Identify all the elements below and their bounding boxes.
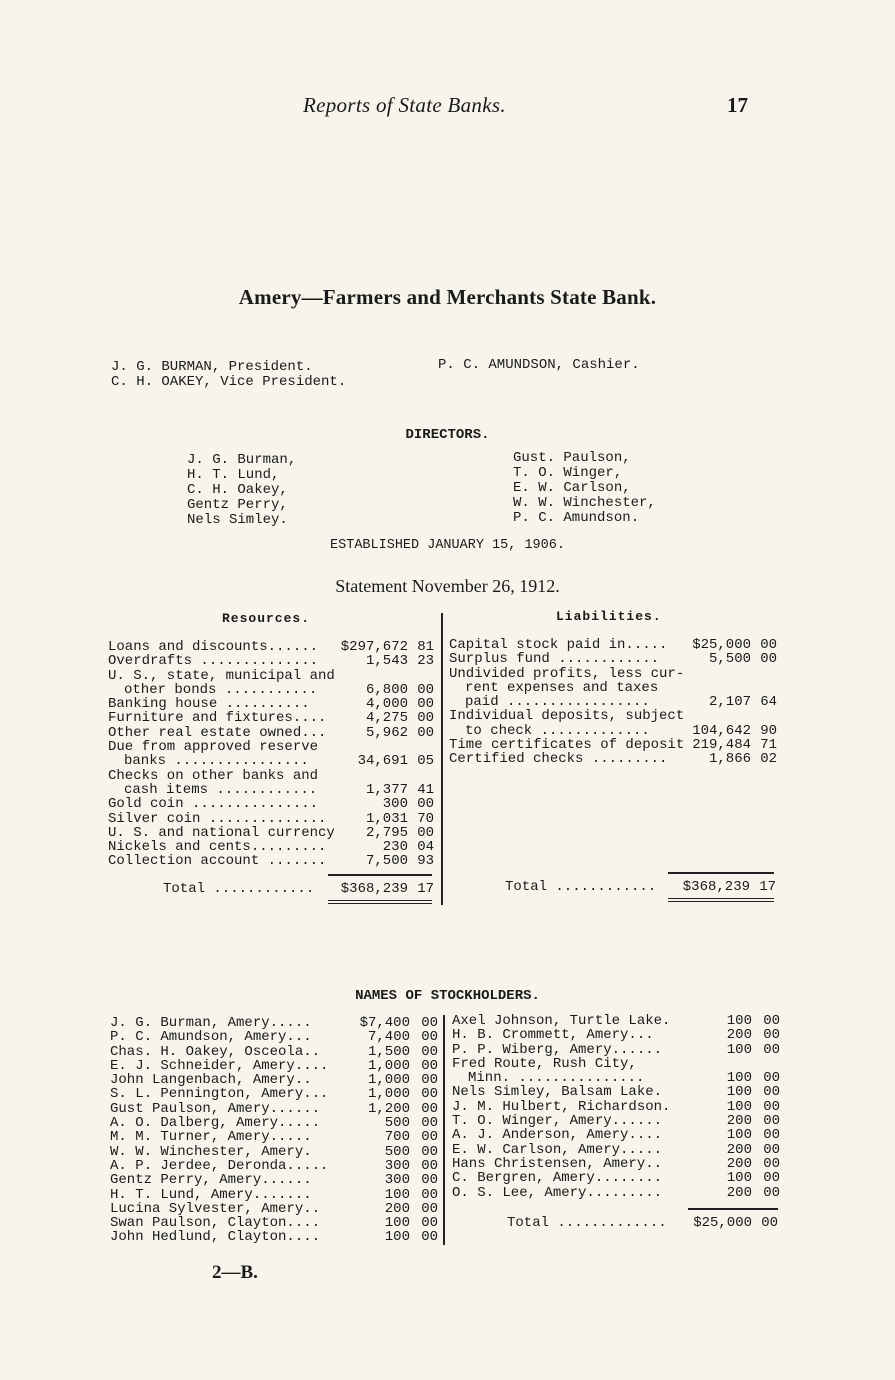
ledger-row [110, 1145, 438, 1159]
ledger-row [108, 783, 436, 797]
officer-vice-president: C. H. OAKEY, Vice President. [111, 374, 347, 390]
ledger-row-dollars: 200 [726, 1184, 752, 1201]
ledger-row-dollars: 100 [726, 1070, 752, 1087]
ledger-row-cents: 00 [421, 1100, 438, 1117]
ledger-row-cents: 00 [421, 1215, 438, 1232]
director-name: Gentz Perry, [187, 497, 288, 513]
ledger-row-label: Checks on other banks and [108, 767, 319, 784]
resources-total-label: Total ............ [163, 881, 315, 897]
ledger-row-dollars: 1,031 [365, 810, 408, 827]
ledger-row [108, 769, 436, 783]
ledger-row-dollars: 100 [726, 1013, 752, 1029]
ledger-row-cents: 00 [421, 1086, 438, 1103]
ledger-row-cents: 05 [417, 753, 434, 770]
ledger-row-dollars: 300 [384, 1172, 410, 1189]
ledger-row [452, 1028, 780, 1042]
ledger-row-cents: 00 [763, 1084, 780, 1101]
ledger-row [110, 1202, 438, 1216]
ledger-row-dollars: 4,000 [365, 696, 408, 713]
ledger-row [110, 1016, 438, 1030]
ledger-row [452, 1043, 780, 1057]
ledger-row-label: T. O. Winger, Amery...... [452, 1113, 663, 1130]
liabilities-table [449, 638, 777, 767]
ledger-row-label: H. B. Crommett, Amery... [452, 1027, 654, 1044]
ledger-row [110, 1116, 438, 1130]
ledger-row [449, 638, 777, 652]
page-number: 17 [727, 93, 748, 117]
directors-left-column [187, 453, 296, 528]
director-name: E. W. Carlson, [513, 480, 631, 496]
ledger-row-cents: 00 [421, 1057, 438, 1074]
ledger-row-label: S. L. Pennington, Amery... [110, 1086, 329, 1103]
ledger-row-cents: 00 [417, 824, 434, 841]
ledger-row [108, 683, 436, 697]
director-name: J. G. Burman, [187, 452, 297, 468]
ledger-row-cents: 00 [763, 1184, 780, 1201]
ledger-row-label: Loans and discounts...... [108, 639, 319, 655]
ledger-row-label: John Hedlund, Clayton.... [110, 1229, 321, 1246]
ledger-row-label: H. T. Lund, Amery....... [110, 1186, 312, 1203]
ledger-row [452, 1171, 780, 1185]
ledger-row-cents: 00 [417, 796, 434, 813]
ledger-row-cents: 00 [421, 1229, 438, 1246]
directors-heading: DIRECTORS. [405, 427, 490, 443]
resources-total-rule [328, 874, 432, 876]
ledger-row [449, 667, 777, 681]
resources-total-cents: 17 [417, 881, 434, 897]
ledger-row-cents: 00 [421, 1043, 438, 1060]
ledger-row-dollars: 100 [384, 1229, 410, 1246]
ledger-row-dollars: 1,000 [367, 1072, 410, 1089]
ledger-row-dollars: $25,000 [692, 637, 751, 653]
ledger-row-dollars: 1,377 [365, 781, 408, 798]
ledger-row-label: E. J. Schneider, Amery.... [110, 1057, 329, 1074]
liabilities-double-rule [668, 898, 774, 902]
ledger-row-label: Hans Christensen, Amery.. [452, 1155, 663, 1172]
ledger-row-cents: 00 [421, 1186, 438, 1203]
established-date: ESTABLISHED JANUARY 15, 1906. [330, 538, 565, 553]
ledger-row-cents: 04 [417, 839, 434, 856]
ledger-row [110, 1087, 438, 1101]
ledger-row-label: P. C. Amundson, Amery... [110, 1029, 312, 1046]
stockholders-left-table [110, 1016, 438, 1245]
signature-mark: 2—B. [212, 1262, 258, 1283]
ledger-row-label: Individual deposits, subject [449, 708, 685, 725]
ledger-row [452, 1128, 780, 1142]
ledger-row-label: Time certificates of deposit [449, 737, 685, 754]
ledger-row-label: A. J. Anderson, Amery.... [452, 1127, 663, 1144]
ledger-row-dollars: 200 [726, 1113, 752, 1130]
director-name: Gust. Paulson, [513, 450, 631, 466]
ledger-row [108, 640, 436, 654]
officer-president: J. G. BURMAN, President. [111, 359, 313, 375]
ledger-row-dollars: 2,107 [708, 694, 751, 711]
ledger-row-label: Lucina Sylvester, Amery.. [110, 1200, 321, 1217]
director-name: H. T. Lund, [187, 467, 280, 483]
ledger-row-dollars: $297,672 [340, 639, 408, 655]
ledger-row-cents: 00 [421, 1172, 438, 1189]
ledger-row-dollars: 2,795 [365, 824, 408, 841]
ledger-row-label: Fred Route, Rush City, [452, 1055, 637, 1072]
stockholders-total-dollars: $25,000 [693, 1215, 752, 1231]
ledger-row-cents: 00 [763, 1155, 780, 1172]
ledger-row-cents: 00 [763, 1098, 780, 1115]
ledger-row-dollars: 219,484 [692, 737, 751, 754]
ledger-row [452, 1014, 780, 1028]
ledger-row-label: Capital stock paid in..... [449, 637, 668, 653]
ledger-row-label: E. W. Carlson, Amery..... [452, 1141, 663, 1158]
ledger-row [449, 652, 777, 666]
ledger-row-label: Overdrafts .............. [108, 653, 319, 670]
ledger-row [110, 1159, 438, 1173]
resources-total-dollars: $368,239 [340, 881, 408, 897]
ledger-row-label: U. S. and national currency [108, 824, 335, 841]
stockholders-right-table [452, 1014, 780, 1200]
ledger-row-dollars: 200 [726, 1155, 752, 1172]
ledger-row [110, 1073, 438, 1087]
ledger-row-label: P. P. Wiberg, Amery...... [452, 1041, 663, 1058]
ledger-row-label: U. S., state, municipal and [108, 667, 335, 684]
ledger-row-cents: 00 [421, 1143, 438, 1160]
ledger-row [449, 724, 777, 738]
ledger-row [449, 709, 777, 723]
ledger-row-label: Nels Simley, Balsam Lake. [452, 1084, 663, 1101]
ledger-row-cents: 00 [421, 1115, 438, 1132]
ledger-row [449, 738, 777, 752]
ledger-row-label: Gold coin ............... [108, 796, 319, 813]
directors-right-column [513, 451, 656, 526]
ledger-row [108, 826, 436, 840]
ledger-row-label: Due from approved reserve [108, 739, 319, 756]
ledger-row-dollars: $7,400 [359, 1015, 410, 1031]
ledger-row-label: to check ............. [465, 722, 650, 739]
ledger-row-cents: 64 [760, 694, 777, 711]
ledger-row-dollars: 1,200 [367, 1100, 410, 1117]
statement-column-divider [441, 613, 443, 905]
ledger-row-cents: 00 [763, 1041, 780, 1058]
ledger-row-label: other bonds ........... [124, 681, 318, 698]
ledger-row-cents: 00 [763, 1013, 780, 1029]
stockholders-heading: NAMES OF STOCKHOLDERS. [355, 988, 540, 1004]
ledger-row-dollars: 100 [726, 1127, 752, 1144]
ledger-row-label: M. M. Turner, Amery..... [110, 1129, 312, 1146]
ledger-row-dollars: 1,000 [367, 1057, 410, 1074]
ledger-row-label: J. G. Burman, Amery..... [110, 1015, 312, 1031]
ledger-row-cents: 00 [421, 1129, 438, 1146]
ledger-row-dollars: 4,275 [365, 710, 408, 727]
ledger-row-cents: 81 [417, 639, 434, 655]
ledger-row [452, 1071, 780, 1085]
ledger-row-dollars: 100 [726, 1041, 752, 1058]
ledger-row-dollars: 104,642 [692, 722, 751, 739]
ledger-row-dollars: 300 [382, 796, 408, 813]
ledger-row-cents: 00 [763, 1141, 780, 1158]
ledger-row-dollars: 500 [384, 1143, 410, 1160]
ledger-row-label: Other real estate owned... [108, 724, 327, 741]
ledger-row [110, 1173, 438, 1187]
ledger-row-cents: 90 [760, 722, 777, 739]
ledger-row-label: Gentz Perry, Amery...... [110, 1172, 312, 1189]
ledger-row-cents: 00 [417, 724, 434, 741]
ledger-row-dollars: 100 [384, 1186, 410, 1203]
ledger-row [108, 669, 436, 683]
ledger-row-dollars: 5,962 [365, 724, 408, 741]
ledger-row-label: Collection account ....... [108, 853, 327, 870]
ledger-row-cents: 00 [421, 1072, 438, 1089]
ledger-row-label: Furniture and fixtures.... [108, 710, 327, 727]
ledger-row-dollars: 1,000 [367, 1086, 410, 1103]
director-name: Nels Simley. [187, 512, 288, 528]
ledger-row-dollars: 100 [384, 1215, 410, 1232]
ledger-row [110, 1045, 438, 1059]
ledger-row-cents: 02 [760, 751, 777, 768]
ledger-row [110, 1188, 438, 1202]
officer-cashier: P. C. AMUNDSON, Cashier. [438, 357, 640, 373]
ledger-row-label: Surplus fund ............ [449, 651, 660, 668]
stockholders-total-cents: 00 [761, 1215, 778, 1231]
ledger-row-cents: 00 [763, 1127, 780, 1144]
ledger-row [452, 1186, 780, 1200]
running-head-title: Reports of State Banks. [303, 93, 506, 117]
ledger-row-dollars: 6,800 [365, 681, 408, 698]
ledger-row-label: A. P. Jerdee, Deronda..... [110, 1157, 329, 1174]
ledger-row-cents: 00 [763, 1070, 780, 1087]
liabilities-total-dollars: $368,239 [682, 879, 750, 895]
ledger-row-label: rent expenses and taxes [465, 679, 659, 696]
ledger-row-dollars: 100 [726, 1170, 752, 1187]
ledger-row-label: O. S. Lee, Amery......... [452, 1184, 663, 1201]
ledger-row [449, 752, 777, 766]
stockholders-total-label: Total ............. [507, 1215, 667, 1231]
ledger-row-dollars: 200 [384, 1200, 410, 1217]
ledger-row-label: Minn. ............... [468, 1070, 645, 1087]
ledger-row-cents: 00 [763, 1113, 780, 1130]
ledger-row [108, 740, 436, 754]
ledger-row [108, 812, 436, 826]
ledger-row-label: Axel Johnson, Turtle Lake. [452, 1013, 671, 1029]
ledger-row-label: Certified checks ......... [449, 751, 668, 768]
director-name: T. O. Winger, [513, 465, 623, 481]
resources-table [108, 640, 436, 869]
running-head [0, 93, 895, 123]
ledger-row-label: J. M. Hulbert, Richardson. [452, 1098, 671, 1115]
ledger-row-label: Gust Paulson, Amery...... [110, 1100, 321, 1117]
liabilities-total-label: Total ............ [505, 879, 657, 895]
ledger-row [452, 1085, 780, 1099]
ledger-row-label: W. W. Winchester, Amery. [110, 1143, 312, 1160]
ledger-row-cents: 93 [417, 853, 434, 870]
liabilities-total-rule [668, 872, 774, 874]
ledger-row [110, 1216, 438, 1230]
ledger-row [108, 797, 436, 811]
ledger-row [452, 1057, 780, 1071]
ledger-row-cents: 00 [421, 1015, 438, 1031]
ledger-row [108, 726, 436, 740]
ledger-row-dollars: 5,500 [708, 651, 751, 668]
bank-title: Amery—Farmers and Merchants State Bank. [238, 285, 657, 309]
ledger-row-label: Nickels and cents......... [108, 839, 327, 856]
ledger-row-cents: 70 [417, 810, 434, 827]
ledger-row-dollars: 500 [384, 1115, 410, 1132]
ledger-row [108, 697, 436, 711]
ledger-row-label: C. Bergren, Amery........ [452, 1170, 663, 1187]
ledger-row-cents: 00 [417, 681, 434, 698]
ledger-row-dollars: 1,866 [708, 751, 751, 768]
ledger-row-dollars: 1,500 [367, 1043, 410, 1060]
ledger-row-cents: 71 [760, 737, 777, 754]
director-name: C. H. Oakey, [187, 482, 288, 498]
resources-double-rule [328, 900, 432, 904]
ledger-row-dollars: 100 [726, 1098, 752, 1115]
ledger-row-label: cash items ............ [124, 781, 318, 798]
ledger-row [108, 711, 436, 725]
statement-date: Statement November 26, 1912. [335, 576, 560, 596]
ledger-row-label: paid ................. [465, 694, 650, 711]
ledger-row-label: John Langenbach, Amery.. [110, 1072, 312, 1089]
stockholders-total-rule [688, 1208, 778, 1210]
ledger-row-label: Undivided profits, less cur- [449, 665, 685, 682]
ledger-row [110, 1102, 438, 1116]
ledger-row-cents: 00 [760, 637, 777, 653]
ledger-row-dollars: 200 [726, 1027, 752, 1044]
ledger-row-cents: 41 [417, 781, 434, 798]
liabilities-total-cents: 17 [759, 879, 776, 895]
ledger-row-dollars: 7,500 [365, 853, 408, 870]
ledger-row-dollars: 100 [726, 1084, 752, 1101]
ledger-row [108, 854, 436, 868]
ledger-row [108, 654, 436, 668]
ledger-row-dollars: 7,400 [367, 1029, 410, 1046]
ledger-row-cents: 00 [417, 696, 434, 713]
ledger-row-dollars: 700 [384, 1129, 410, 1146]
stockholders-column-divider [443, 1015, 445, 1245]
ledger-row-cents: 00 [763, 1170, 780, 1187]
ledger-row-label: A. O. Dalberg, Amery..... [110, 1115, 321, 1132]
ledger-row-label: banks ................ [124, 753, 309, 770]
ledger-row [452, 1157, 780, 1171]
ledger-row-cents: 00 [421, 1029, 438, 1046]
ledger-row-cents: 23 [417, 653, 434, 670]
ledger-row-cents: 00 [763, 1027, 780, 1044]
ledger-row-cents: 00 [421, 1157, 438, 1174]
ledger-row [449, 695, 777, 709]
ledger-row [452, 1143, 780, 1157]
ledger-row [452, 1114, 780, 1128]
ledger-row-cents: 00 [760, 651, 777, 668]
ledger-row-cents: 00 [421, 1200, 438, 1217]
ledger-row [110, 1030, 438, 1044]
ledger-row [449, 681, 777, 695]
ledger-row-dollars: 1,543 [365, 653, 408, 670]
ledger-row [108, 840, 436, 854]
ledger-row-label: Banking house .......... [108, 696, 310, 713]
ledger-row [108, 754, 436, 768]
ledger-row-dollars: 300 [384, 1157, 410, 1174]
ledger-row-label: Swan Paulson, Clayton.... [110, 1215, 321, 1232]
ledger-row-dollars: 200 [726, 1141, 752, 1158]
ledger-row [110, 1230, 438, 1244]
ledger-row-label: Chas. H. Oakey, Osceola.. [110, 1043, 321, 1060]
ledger-row [110, 1130, 438, 1144]
ledger-row [452, 1100, 780, 1114]
liabilities-heading: Liabilities. [556, 609, 662, 624]
ledger-row-dollars: 34,691 [357, 753, 408, 770]
director-name: P. C. Amundson. [513, 510, 640, 526]
ledger-row-cents: 00 [417, 710, 434, 727]
ledger-row [110, 1059, 438, 1073]
resources-heading: Resources. [222, 611, 311, 626]
director-name: W. W. Winchester, [513, 495, 656, 511]
ledger-row-dollars: 230 [382, 839, 408, 856]
ledger-row-label: Silver coin .............. [108, 810, 327, 827]
